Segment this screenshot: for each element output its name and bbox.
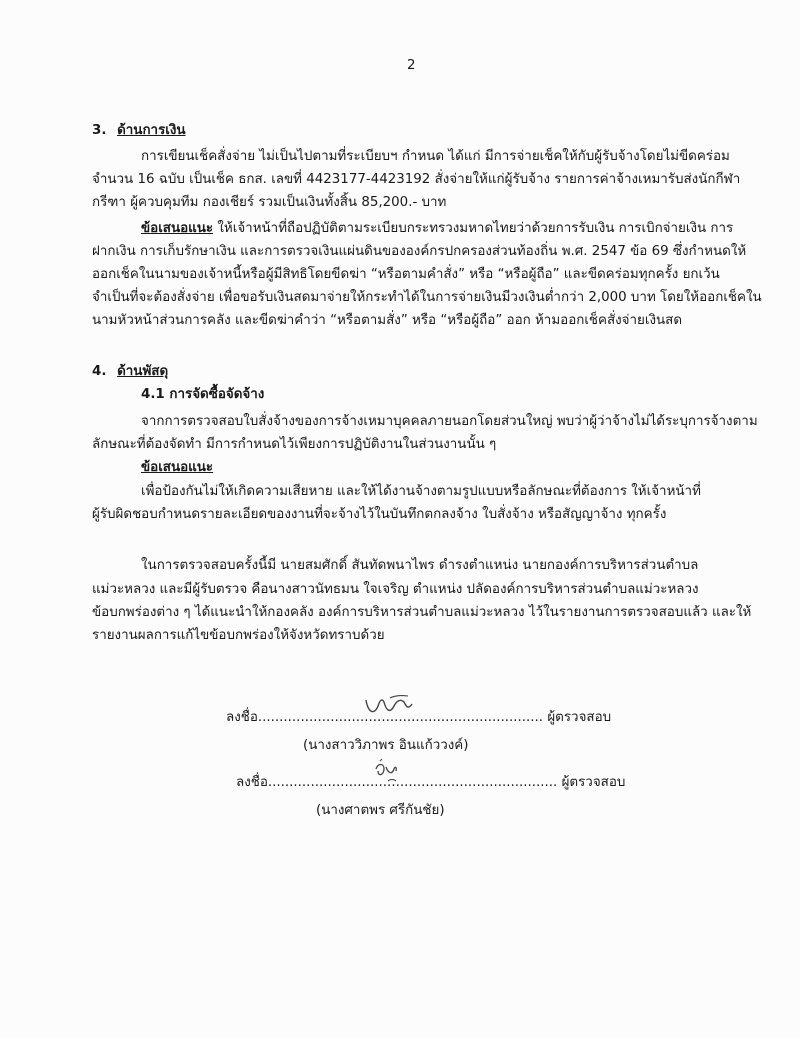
section-4-heading	[92, 362, 168, 382]
section-3-number: 3.	[92, 123, 107, 138]
section-4-recommendation-line: ผู้รับผิดชอบกำหนดรายละเอียดของงานที่จะจ้างไว้ในบันทึกตกลงจ้าง ใบสั่งจ้าง หรือสัญญาจ้าง ทุกครั้ง	[92, 507, 667, 522]
section-3-paragraph-line: กรีฑา ผู้ควบคุมทีม กองเชียร์ รวมเป็นเงินทั้งสิ้น 85,200.- บาท	[92, 195, 447, 210]
closing-paragraph-line: ในการตรวจสอบครั้งนี้มี นายสมศักดิ์ สันทัดพนาไพร ดำรงตำแหน่ง นายกองค์การบริหารส่วนตำบล	[141, 558, 699, 573]
section-3-recommendation-text: ให้เจ้าหน้าที่ถือปฏิบัติตามระเบียบกระทรวงมหาดไทยว่าด้วยการรับเงิน การเบิกจ่ายเงิน การ	[213, 221, 734, 236]
section-3-title: ด้านการเงิน	[117, 123, 186, 138]
section-3-recommendation-first-line	[141, 219, 733, 239]
closing-paragraph-line: แม่วะหลวง และมีผู้รับตรวจ คือนางสาวนัทธมน ใจเจริญ ตำแหน่ง ปลัดองค์การบริหารส่วนตำบลแม่วะหลวง	[92, 582, 699, 597]
section-4-number: 4.	[92, 364, 107, 379]
signature-2-line: ลงชื่อ.................................................................... ผู้ตรวจสอบ	[236, 775, 626, 790]
signature-2-name: (นางศาตพร ศรีกันชัย)	[316, 803, 445, 818]
section-3-recommendation-line: ฝากเงิน การเก็บรักษาเงิน และการตรวจเงินแผ่นดินขององค์กรปกครองส่วนท้องถิ่น พ.ศ. 2547 ข้อ 69 ซึ่งกำหนดให้	[92, 244, 747, 259]
section-3-recommendation-line: นามหัวหน้าส่วนการคลัง และขีดฆ่าคำว่า “หรือตามสั่ง” หรือ “หรือผู้ถือ” ออก ห้ามออกเช็คสั่งจ่ายเงินสด	[92, 313, 683, 328]
closing-paragraph-line: ข้อบกพร่องต่าง ๆ ได้แนะนำให้กองคลัง องค์การบริหารส่วนตำบลแม่วะหลวง ไว้ในรายงานการตรวจสอบแล้ว และให้	[92, 605, 752, 620]
section-4-recommendation-line: เพื่อป้องกันไม่ให้เกิดความเสียหาย และให้ได้งานจ้างตามรูปแบบหรือลักษณะที่ต้องการ ให้เจ้าหน้าที่	[141, 484, 701, 499]
section-4-paragraph-line: จากการตรวจสอบใบสั่งจ้างของการจ้างเหมาบุคคลภายนอกโดยส่วนใหญ่ พบว่าผู้ว่าจ้างไม่ได้ระบุการจ้างตาม	[141, 414, 758, 429]
section-3-paragraph-line: จำนวน 16 ฉบับ เป็นเช็ค ธกส. เลขที่ 4423177-4423192 สั่งจ่ายให้แก่ผู้รับจ้าง รายการค่าจ้างเหมารับส่งนักกีฬา	[92, 172, 741, 187]
page-number: 2	[407, 58, 416, 73]
section-3-paragraph-line: การเขียนเช็คสั่งจ่าย ไม่เป็นไปตามที่ระเบียบฯ กำหนด ได้แก่ มีการจ่ายเช็คให้กับผู้รับจ้างโดยไม่ขีดคร่อม	[141, 149, 730, 164]
section-3-heading	[92, 121, 186, 141]
section-4-recommendation-label: ข้อเสนอแนะ	[141, 460, 214, 475]
section-4-title: ด้านพัสดุ	[117, 364, 169, 379]
section-4-paragraph-line: ลักษณะที่ต้องจัดทำ มีการกำหนดไว้เพียงการปฏิบัติงานในส่วนงานนั้น ๆ	[92, 437, 497, 452]
section-3-recommendation-label: ข้อเสนอแนะ	[141, 221, 214, 236]
closing-paragraph-line: รายงานผลการแก้ไขข้อบกพร่องให้จังหวัดทราบด้วย	[92, 628, 385, 643]
section-3-recommendation-line: จำเป็นที่จะต้องสั่งจ่าย เพื่อขอรับเงินสดมาจ่ายให้กระทำได้ในการจ่ายเงินมีวงเงินต่ำกว่า 2,000 บาท โดยให้ออกเช็คใน	[92, 290, 762, 305]
signature-1-line: ลงชื่อ................................................................... ผู้ตรวจสอบ	[226, 710, 612, 725]
section-3-recommendation-line: ออกเช็คในนามของเจ้าหนี้หรือผู้มีสิทธิโดยขีดฆ่า “หรือตามคำสั่ง” หรือ “หรือผู้ถือ” และขีดคร่อมทุกครั้ง ยกเว้น	[92, 267, 720, 282]
section-4-1-subheading: 4.1 การจัดซื้อจัดจ้าง	[141, 387, 265, 402]
signature-1-name: (นางสาววิภาพร อินแก้ววงค์)	[303, 738, 469, 753]
